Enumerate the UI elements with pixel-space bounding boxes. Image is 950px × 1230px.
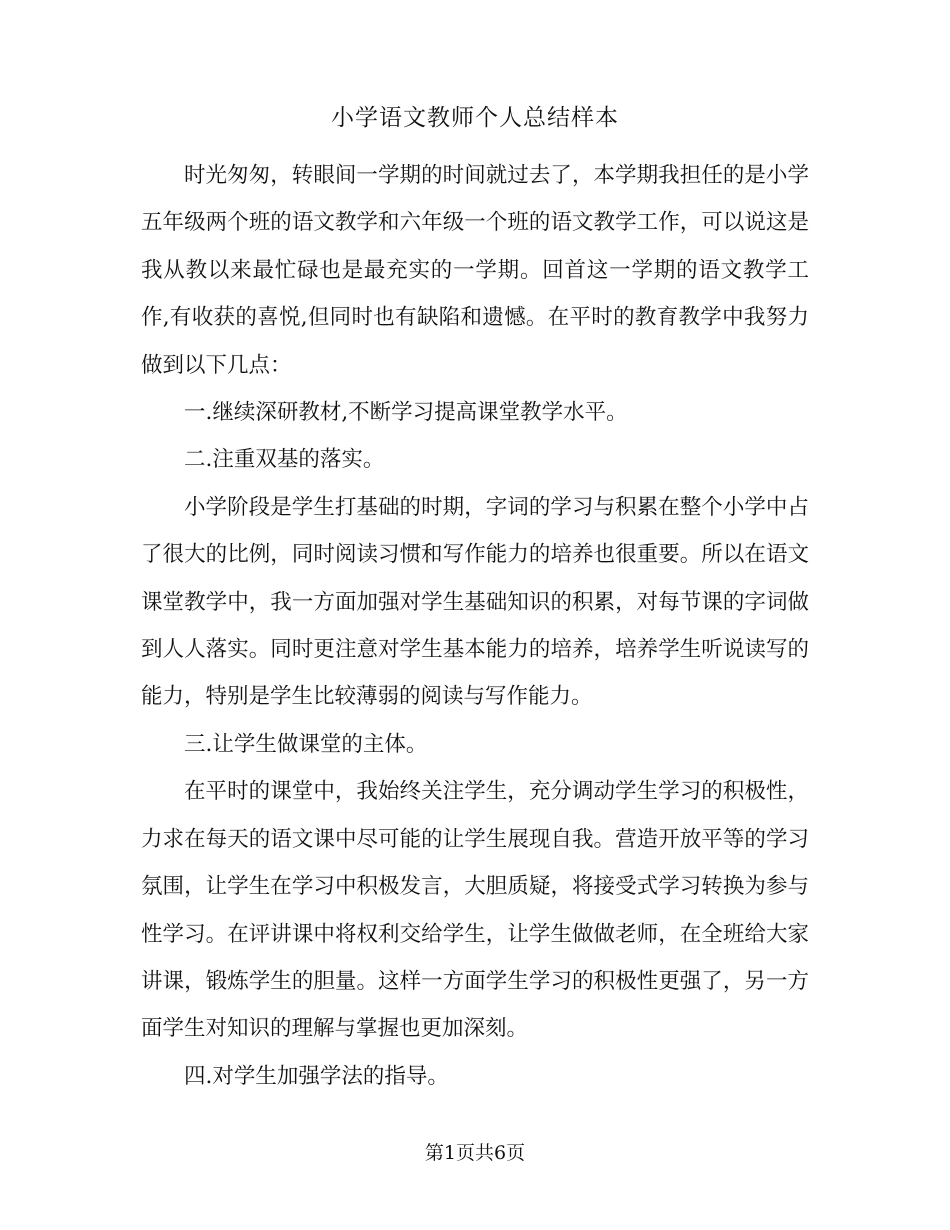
page-number-footer: 第1页共6页 [424, 1142, 526, 1164]
section-heading-4: 四.对学生加强学法的指导。 [184, 1063, 449, 1089]
section-heading-2: 二.注重双基的落实。 [184, 447, 385, 473]
section-heading-3: 三.让学生做课堂的主体。 [184, 731, 428, 757]
document-title: 小学语文教师个人总结样本 [331, 105, 619, 131]
section-heading-1: 一.继续深研教材,不断学习提高课堂教学水平。 [184, 400, 628, 426]
paragraph-basics: 小学阶段是学生打基础的时期，字词的学习与积累在整个小学中占了很大的比例，同时阅读习惯和写作能力的培养也很重要。所以在语文课堂教学中，我一方面加强对学生基础知识的积累，对每节课的字词做到人人落实。同时更注意对学生基本能力的培养，培养学生听说读写的能力，特别是学生比较薄弱的阅读与写作能力。 [141, 494, 809, 710]
paragraph-student-centered: 在平时的课堂中，我始终关注学生，充分调动学生学习的积极性，力求在每天的语文课中尽可能的让学生展现自我。营造开放平等的学习氛围，让学生在学习中积极发言，大胆质疑，将接受式学习转换为参与性学习。在评讲课中将权利交给学生，让学生做做老师，在全班给大家讲课，锻炼学生的胆量。这样一方面学生学习的积极性更强了，另一方面学生对知识的理解与掌握也更加深刻。 [141, 779, 809, 1042]
paragraph-intro: 时光匆匆，转眼间一学期的时间就过去了，本学期我担任的是小学五年级两个班的语文教学和六年级一个班的语文教学工作，可以说这是我从教以来最忙碌也是最充实的一学期。回首这一学期的语文教学工作,有收获的喜悦,但同时也有缺陷和遗憾。在平时的教育教学中我努力做到以下几点： [141, 163, 809, 378]
document-body [141, 152, 809, 1100]
